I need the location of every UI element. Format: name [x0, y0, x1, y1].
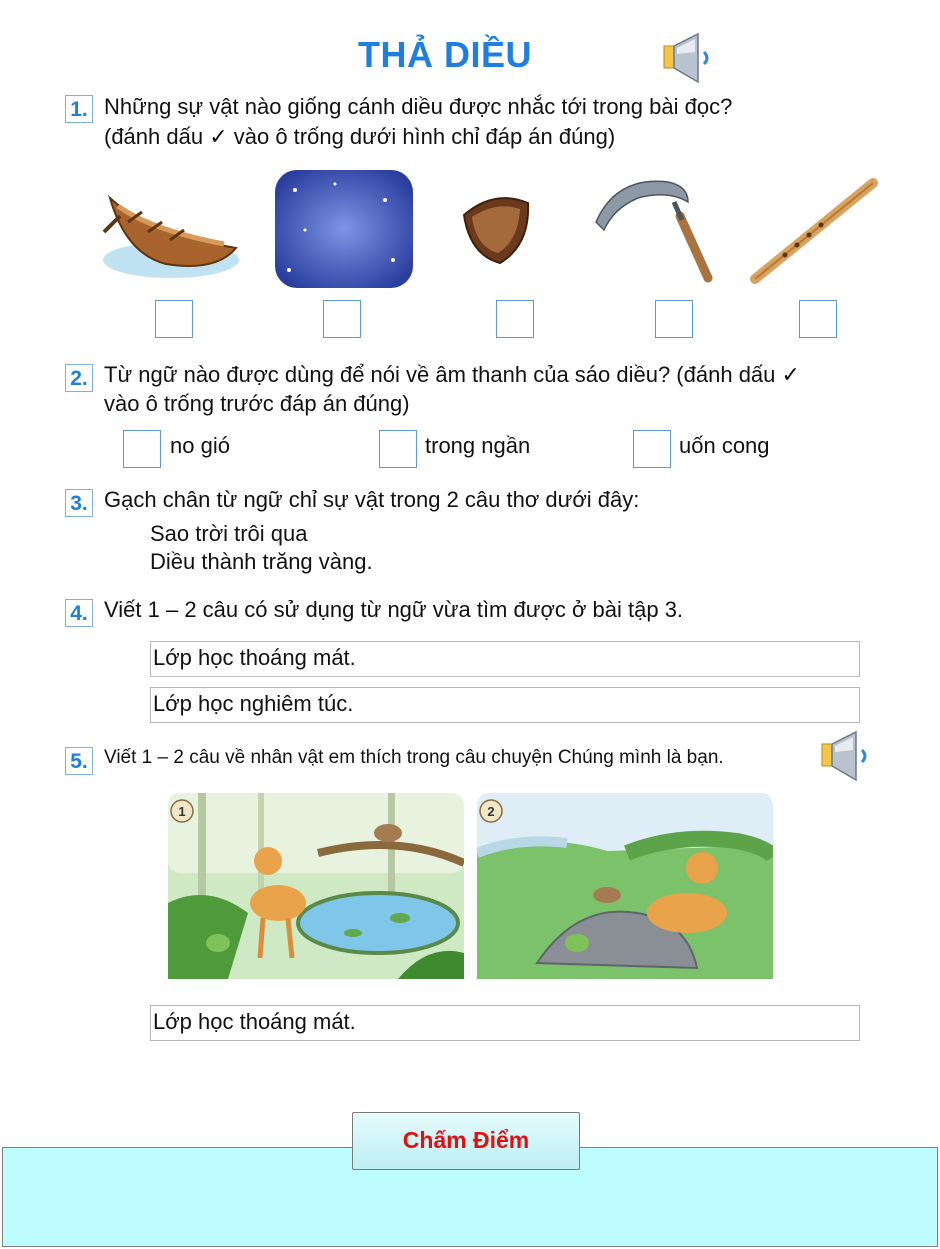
question-2-line-2: vào ô trống trước đáp án đúng): [104, 391, 410, 416]
option-1-label: no gió: [170, 433, 230, 458]
score-button[interactable]: Chấm Điểm: [352, 1112, 580, 1170]
coconut-shell-icon: [458, 185, 533, 270]
story-picture-1: [168, 793, 464, 979]
checkbox-sickle[interactable]: [655, 300, 693, 338]
flute-icon: [745, 175, 883, 290]
question-number-4: 4.: [65, 599, 93, 627]
checkbox-coconut-shell[interactable]: [496, 300, 534, 338]
picture-1-number: 1: [178, 804, 186, 819]
answer-field-4-1[interactable]: Lớp học thoáng mát.: [150, 641, 860, 677]
speaker-icon[interactable]: [660, 30, 720, 86]
checkbox-option-2[interactable]: [379, 430, 417, 468]
sickle-icon: [588, 172, 716, 287]
picture-2-number: 2: [487, 804, 495, 819]
question-number-3: 3.: [65, 489, 93, 517]
question-number-2: 2.: [65, 364, 93, 392]
moon-icon: [275, 170, 413, 288]
checkbox-boat[interactable]: [155, 300, 193, 338]
checkbox-option-3[interactable]: [633, 430, 671, 468]
answer-field-5[interactable]: Lớp học thoáng mát.: [150, 1005, 860, 1041]
question-3-text: Gạch chân từ ngữ chỉ sự vật trong 2 câu thơ dưới đây:: [104, 487, 640, 512]
question-number-1: 1.: [65, 95, 93, 123]
poem-line-1[interactable]: Sao trời trôi qua: [150, 521, 308, 546]
question-4-text: Viết 1 – 2 câu có sử dụng từ ngữ vừa tìm được ở bài tập 3.: [104, 597, 684, 622]
question-5-text: Viết 1 – 2 câu về nhân vật em thích trong câu chuyện Chúng mình là bạn.: [104, 747, 724, 768]
option-3-label: uốn cong: [679, 433, 770, 458]
option-2-label: trong ngần: [425, 433, 531, 458]
question-2-line-1: Từ ngữ nào được dùng để nói về âm thanh của sáo diều? (đánh dấu ✓: [104, 362, 800, 387]
answer-field-4-2[interactable]: Lớp học nghiêm túc.: [150, 687, 860, 723]
checkbox-flute[interactable]: [799, 300, 837, 338]
story-picture-2: [477, 793, 773, 979]
question-1-line-1: Những sự vật nào giống cánh diều được nhắc tới trong bài đọc?: [104, 94, 733, 119]
speaker-icon-2[interactable]: [818, 728, 878, 784]
checkbox-moon[interactable]: [323, 300, 361, 338]
question-number-5: 5.: [65, 747, 93, 775]
poem-line-2[interactable]: Diều thành trăng vàng.: [150, 549, 373, 574]
checkbox-option-1[interactable]: [123, 430, 161, 468]
page-title: THẢ DIỀU: [358, 34, 532, 75]
question-1-line-2: (đánh dấu ✓ vào ô trống dưới hình chỉ đáp án đúng): [104, 124, 616, 149]
boat-icon: [96, 172, 241, 290]
